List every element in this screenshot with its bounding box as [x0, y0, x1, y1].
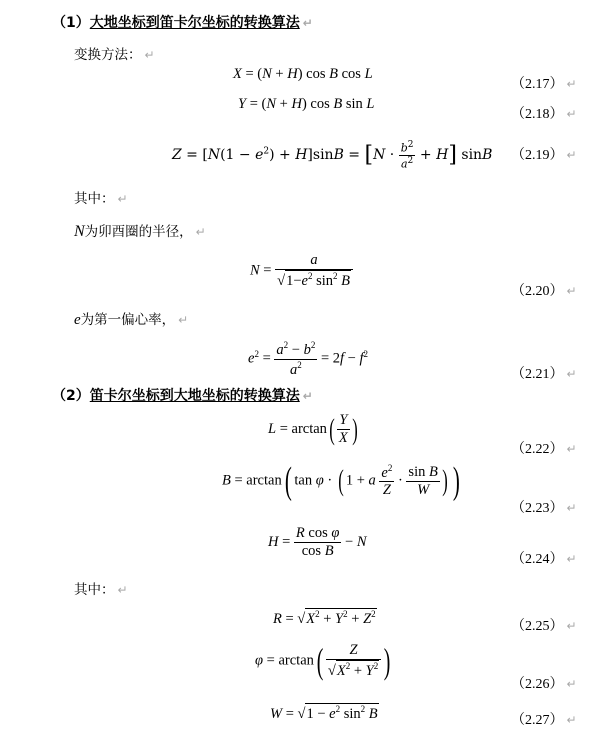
equation-number: （2.19） ↵ — [511, 148, 577, 163]
equation-number: （2.24） ↵ — [511, 552, 577, 567]
equation-2-19: $Z = [N(1 - e^2) + H]\sin B = [N$ · $\frac{b^2}{a^2}$ + H] sinB — [172, 140, 493, 171]
equation-2-18: Y = (N + H) cos B sin L — [238, 96, 375, 112]
paragraph-mark: ↵ — [178, 313, 189, 327]
equation-2-27: $W = √1 - e^2$ $\sin^2 B$ — [270, 704, 378, 722]
paragraph-mark: ↵ — [117, 583, 128, 597]
where-text-2: 其中： — [74, 582, 115, 598]
equation-number: （2.17） ↵ — [511, 77, 577, 92]
section-1-heading — [52, 12, 313, 32]
n-definition — [74, 220, 206, 241]
paragraph-mark: ↵ — [302, 16, 313, 30]
equation-2-23: B = arctan( tan φ · ( 1 + a $\frac{e^2}{Z}$ · $\frac{\text{sin B}}{W}$ ) ) — [222, 460, 460, 502]
n-symbol: N — [74, 223, 85, 240]
paragraph-mark: ↵ — [302, 389, 313, 403]
equation-number: （2.27） ↵ — [511, 713, 577, 728]
equation-number: （2.18） ↵ — [511, 107, 577, 122]
equation-number: （2.26） ↵ — [511, 677, 577, 692]
transform-method-label — [74, 43, 155, 63]
where-label-2 — [74, 578, 128, 598]
paragraph-mark: ↵ — [144, 48, 155, 62]
where-label-1 — [74, 187, 128, 207]
transform-method-text: 变换方法： — [74, 47, 142, 63]
n-definition-text: 为卯酉圈的半径， — [84, 224, 193, 240]
section-1-number: （1） — [52, 15, 90, 31]
equation-2-20: N = $\frac{a}{√1-e^2 \sin^2 B}$ — [250, 252, 353, 290]
equation-number: （2.22） ↵ — [511, 442, 577, 457]
paragraph-mark: ↵ — [117, 192, 128, 206]
equation-2-25: $R = √X^2 + Y^2 + Z^2$ — [273, 609, 376, 627]
equation-number: （2.23） ↵ — [511, 501, 577, 516]
where-text-1: 其中： — [74, 191, 115, 207]
section-2-heading — [52, 385, 313, 405]
equation-number: （2.21） ↵ — [511, 367, 577, 382]
section-2-title: 笛卡尔坐标到大地坐标的转换算法 — [89, 388, 300, 404]
e-definition-text: 为第一偏心率， — [80, 312, 176, 328]
paragraph-mark: ↵ — [195, 225, 206, 239]
equation-2-17: X = (N + H) cos B cos L — [233, 66, 373, 82]
equation-2-24: H = $\frac{\text{R cos φ}}{\text{cos B}}$ − N — [268, 525, 367, 559]
equation-2-22: L = arctan( $\frac{Y}{X}$ ) — [268, 412, 358, 446]
e-definition — [74, 308, 188, 329]
equation-number: （2.25） ↵ — [511, 619, 577, 634]
section-2-number: （2） — [52, 388, 90, 404]
equation-number: （2.20） ↵ — [511, 284, 577, 299]
equation-2-21: $e^2$ = $\frac{a^2 - b^2}{a^2}$ = $2f - f^2$ — [248, 340, 368, 378]
section-1-title: 大地坐标到笛卡尔坐标的转换算法 — [89, 15, 300, 31]
e-symbol: e — [74, 312, 81, 328]
equation-2-26: φ = arctan( $\frac{Z}{√X^2 + Y^2}$ ) — [255, 640, 391, 681]
